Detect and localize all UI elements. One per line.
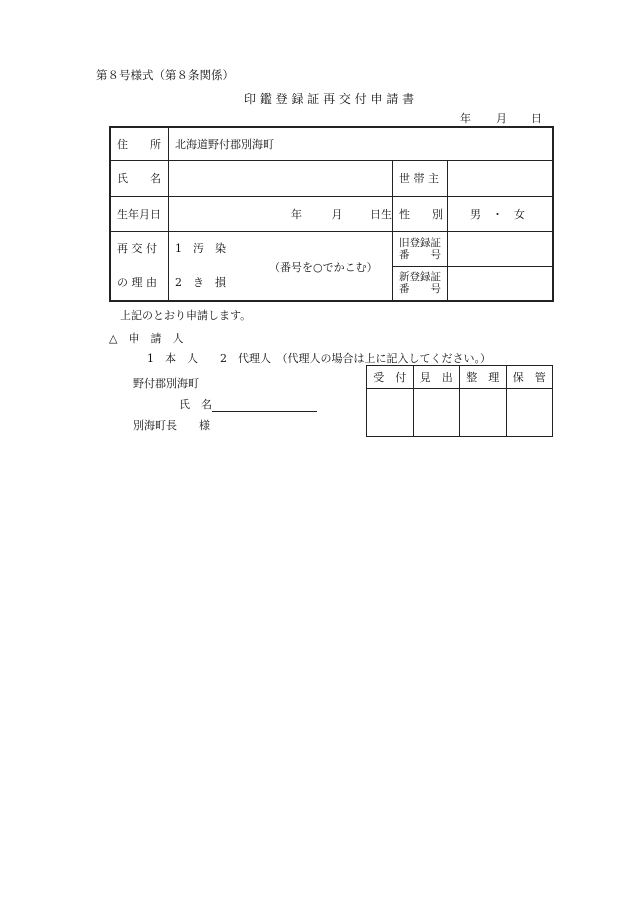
- reason-option-damaged[interactable]: 2 き 損: [175, 275, 226, 289]
- household-label: 世 帯 主: [393, 160, 448, 196]
- office-use-table: [366, 365, 553, 437]
- new-number-field[interactable]: [448, 266, 554, 301]
- household-field[interactable]: [448, 160, 554, 196]
- applicant-heading: △ 申 請 人: [109, 332, 184, 345]
- applicant-options: 1 本 人 2 代理人 （代理人の場合は上に記入してください。）: [147, 352, 491, 365]
- reason-option-soiled[interactable]: 1 汚 染: [175, 241, 226, 255]
- birth-field[interactable]: [169, 196, 393, 231]
- applicant-name-field[interactable]: [212, 399, 317, 412]
- birth-day: 日生: [370, 207, 392, 221]
- name-field[interactable]: [169, 160, 393, 196]
- applicant-town: 野付郡別海町: [133, 377, 199, 390]
- office-header-reception: 受 付: [367, 366, 414, 389]
- address-field[interactable]: 北海道野付郡別海町: [169, 127, 554, 160]
- new-number-label-line2: 番 号: [399, 283, 441, 296]
- reason-field[interactable]: [169, 231, 393, 301]
- sex-label: 性 別: [393, 196, 448, 231]
- date-year: 年: [460, 112, 471, 125]
- reason-label: [110, 231, 169, 301]
- sex-field[interactable]: 男 ・ 女: [448, 196, 554, 231]
- birth-month: 月: [331, 207, 343, 221]
- old-number-label: [393, 231, 448, 266]
- form-title: 印 鑑 登 録 証 再 交 付 申 請 書: [244, 92, 415, 106]
- reason-label-line1: 再 交 付: [117, 241, 157, 255]
- form-number: 第８号様式（第８条関係）: [96, 68, 234, 82]
- old-number-label-line1: 旧登録証: [399, 236, 441, 249]
- new-number-label-line1: 新登録証: [399, 271, 441, 284]
- applicant-name-label: 氏 名: [179, 398, 212, 411]
- birth-label: 生年月日: [110, 196, 169, 231]
- office-header-index: 見 出: [413, 366, 460, 389]
- office-header-storage: 保 管: [506, 366, 553, 389]
- reason-note: （番号を○でかこむ）: [269, 260, 378, 274]
- statement: 上記のとおり申請します。: [120, 309, 252, 322]
- name-label: 氏 名: [110, 160, 169, 196]
- office-header-arrangement: 整 理: [460, 366, 507, 389]
- old-number-field[interactable]: [448, 231, 554, 266]
- office-cell-reception[interactable]: [367, 389, 414, 437]
- application-table: [109, 126, 554, 302]
- birth-year: 年: [291, 207, 302, 221]
- mayor-addressee: 別海町長 様: [133, 419, 210, 432]
- office-cell-storage[interactable]: [506, 389, 553, 437]
- office-cell-index[interactable]: [413, 389, 460, 437]
- old-number-label-line2: 番 号: [399, 248, 441, 261]
- applicant-name-line[interactable]: [179, 396, 317, 412]
- reason-label-line2: の 理 由: [117, 275, 157, 289]
- office-cell-arrangement[interactable]: [460, 389, 507, 437]
- new-number-label: [393, 266, 448, 301]
- date-month: 月: [496, 112, 507, 125]
- date-day: 日: [531, 112, 542, 125]
- address-label: 住 所: [110, 127, 169, 160]
